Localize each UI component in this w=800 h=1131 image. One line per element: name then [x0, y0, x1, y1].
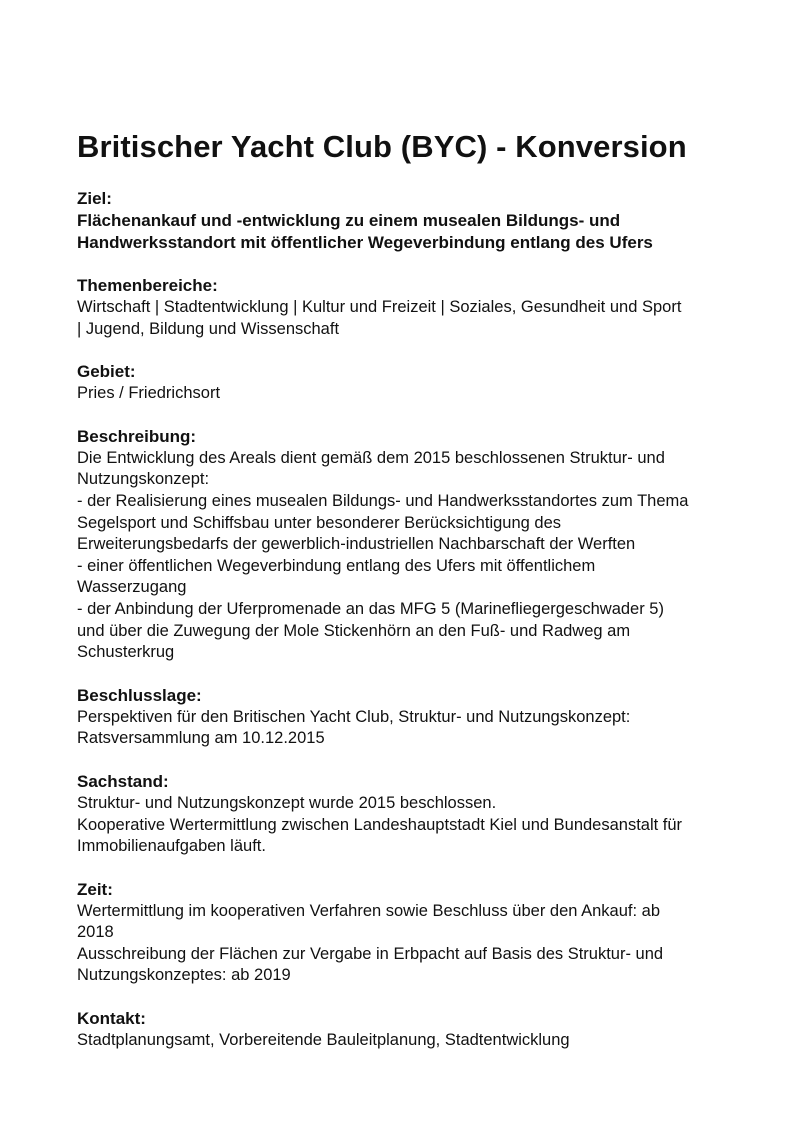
section-heading-kontakt: Kontakt: [77, 1009, 146, 1029]
section-sachstand [77, 771, 737, 858]
beschreibung-line: Schusterkrug [77, 643, 175, 662]
zeit-line: Wertermittlung im kooperativen Verfahren sowie Beschluss über den Ankauf: ab [77, 901, 661, 920]
themenbereiche-line: | Jugend, Bildung und Wissenschaft [77, 319, 340, 338]
section-heading-zeit: Zeit: [77, 879, 113, 899]
sachstand-line: Struktur- und Nutzungskonzept wurde 2015 beschlossen. [77, 793, 497, 812]
section-kontakt [77, 1008, 737, 1052]
sachstand-line: Immobilienaufgaben läuft. [77, 837, 266, 856]
beschreibung-line: - einer öffentlichen Wegeverbindung entlang des Ufers mit öffentlichem [77, 556, 596, 575]
section-heading-themenbereiche: Themenbereiche: [77, 276, 218, 295]
ziel-line: Handwerksstandort mit öffentlicher Wegeverbindung entlang des Ufers [77, 233, 653, 252]
section-heading-ziel: Ziel: [77, 189, 112, 208]
beschreibung-line: Die Entwicklung des Areals dient gemäß dem 2015 beschlossenen Struktur- und [77, 448, 665, 467]
themenbereiche-line: Wirtschaft | Stadtentwicklung | Kultur und Freizeit | Soziales, Gesundheit und Sport [77, 298, 682, 316]
zeit-line: 2018 [77, 923, 114, 942]
kontakt-line: Stadtplanungsamt, Vorbereitende Bauleitplanung, Stadtentwicklung [77, 1031, 570, 1050]
beschreibung-line: - der Anbindung der Uferpromenade an das MFG 5 (Marinefliegergeschwader 5) [77, 599, 664, 618]
zeit-line: Nutzungskonzeptes: ab 2019 [77, 966, 291, 985]
section-heading-beschlusslage: Beschlusslage: [77, 685, 202, 705]
beschlusslage-line: Ratsversammlung am 10.12.2015 [77, 729, 325, 748]
document-page [77, 128, 737, 1073]
section-themenbereiche [77, 275, 737, 340]
section-gebiet [77, 361, 737, 405]
section-beschreibung [77, 426, 737, 664]
section-ziel [77, 188, 737, 254]
beschreibung-line: Wasserzugang [77, 578, 187, 597]
beschlusslage-line: Perspektiven für den Britischen Yacht Club, Struktur- und Nutzungskonzept: [77, 707, 631, 726]
zeit-line: Ausschreibung der Flächen zur Vergabe in Erbpacht auf Basis des Struktur- und [77, 944, 664, 963]
page-title: Britischer Yacht Club (BYC) - Konversion [77, 129, 687, 164]
beschreibung-line: - der Realisierung eines musealen Bildungs- und Handwerksstandortes zum Thema [77, 491, 689, 510]
beschreibung-line: Erweiterungsbedarfs der gewerblich-industriellen Nachbarschaft der Werften [77, 535, 636, 554]
gebiet-line: Pries / Friedrichsort [77, 384, 221, 403]
ziel-line: Flächenankauf und -entwicklung zu einem musealen Bildungs- und [77, 211, 621, 230]
section-heading-beschreibung: Beschreibung: [77, 426, 197, 446]
section-heading-gebiet: Gebiet: [77, 362, 136, 382]
beschreibung-line: Segelsport und Schiffsbau unter besonderer Berücksichtigung des [77, 513, 562, 532]
sachstand-line: Kooperative Wertermittlung zwischen Landeshauptstadt Kiel und Bundesanstalt für [77, 815, 683, 834]
beschreibung-line: und über die Zuwegung der Mole Stickenhörn an den Fuß- und Radweg am [77, 621, 631, 640]
section-heading-sachstand: Sachstand: [77, 771, 169, 791]
section-zeit [77, 879, 737, 987]
beschreibung-line: Nutzungskonzept: [77, 470, 210, 489]
section-beschlusslage [77, 685, 737, 750]
